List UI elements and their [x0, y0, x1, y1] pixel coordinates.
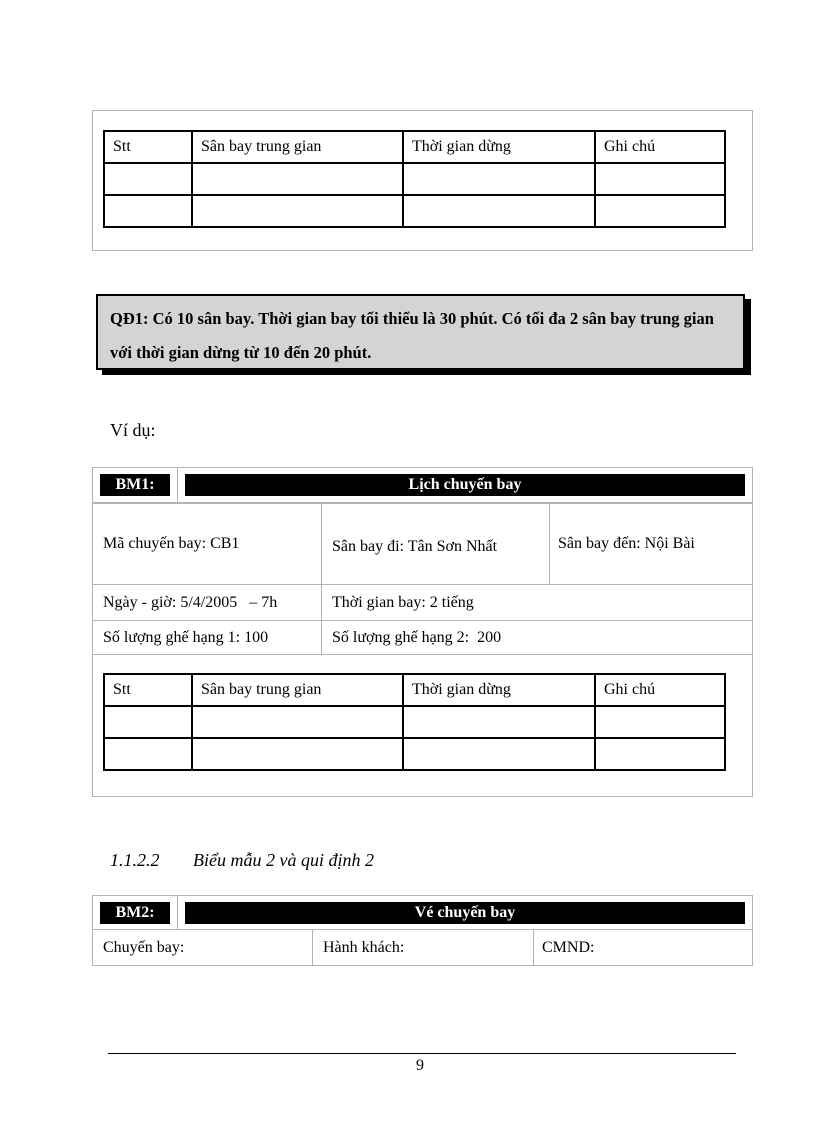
bm2-title: Vé chuyến bay	[185, 902, 745, 924]
table-header-row	[104, 674, 725, 706]
table-cell	[595, 163, 725, 195]
table-cell	[595, 706, 725, 738]
bm1-to-airport: Sân bay đến: Nội Bài	[549, 503, 753, 585]
table-cell	[595, 738, 725, 770]
header-stopover-airport: Sân bay trung gian	[192, 674, 403, 706]
header-note: Ghi chú	[595, 674, 725, 706]
table-cell	[104, 163, 192, 195]
footer-rule	[108, 1053, 736, 1054]
rule-qd1-box	[96, 294, 745, 370]
table-row	[104, 738, 725, 770]
bm2-tag: BM2:	[100, 902, 170, 924]
table-cell	[104, 195, 192, 227]
page-number: 9	[416, 1057, 424, 1074]
bm1-seats-class1: Số lượng ghế hạng 1: 100	[92, 620, 322, 655]
bm2-passenger: Hành khách:	[312, 929, 534, 966]
table-cell	[192, 163, 403, 195]
table-row	[104, 195, 725, 227]
table-row	[104, 706, 725, 738]
header-stt: Stt	[104, 131, 192, 163]
section-number: 1.1.2.2	[110, 850, 160, 870]
rule-qd1-text: QĐ1: Có 10 sân bay. Thời gian bay tối thiểu là 30 phút. Có tối đa 2 sân bay trung gian với thời gian dừng từ 10 đến 20 phút.	[110, 309, 714, 362]
bm2-flight: Chuyến bay:	[92, 929, 313, 966]
table-cell	[403, 738, 595, 770]
bm1-datetime: Ngày - giờ: 5/4/2005 – 7h	[92, 584, 322, 621]
table-cell	[595, 195, 725, 227]
bm1-flight-code: Mã chuyến bay: CB1	[92, 503, 322, 585]
table-cell	[403, 706, 595, 738]
section-title: Biểu mẫu 2 và qui định 2	[193, 850, 374, 870]
table-cell	[104, 738, 192, 770]
table-cell	[403, 195, 595, 227]
table-cell	[192, 738, 403, 770]
table-row	[104, 163, 725, 195]
bm1-stops-table	[103, 673, 726, 771]
bm2-id-card: CMND:	[533, 929, 753, 966]
header-stt: Stt	[104, 674, 192, 706]
header-stop-time: Thời gian dừng	[403, 131, 595, 163]
table-header-row	[104, 131, 725, 163]
example-label: Ví dụ:	[110, 420, 156, 440]
header-stop-time: Thời gian dừng	[403, 674, 595, 706]
table-cell	[403, 163, 595, 195]
top-stops-table	[103, 130, 726, 228]
bm1-from-airport: Sân bay đi: Tân Sơn Nhất	[321, 503, 550, 585]
header-stopover-airport: Sân bay trung gian	[192, 131, 403, 163]
table-cell	[104, 706, 192, 738]
table-cell	[192, 706, 403, 738]
table-cell	[192, 195, 403, 227]
bm1-tag: BM1:	[100, 474, 170, 496]
bm1-seats-class2: Số lượng ghế hạng 2: 200	[321, 620, 753, 655]
header-note: Ghi chú	[595, 131, 725, 163]
bm1-duration: Thời gian bay: 2 tiếng	[321, 584, 753, 621]
bm1-title: Lịch chuyến bay	[185, 474, 745, 496]
